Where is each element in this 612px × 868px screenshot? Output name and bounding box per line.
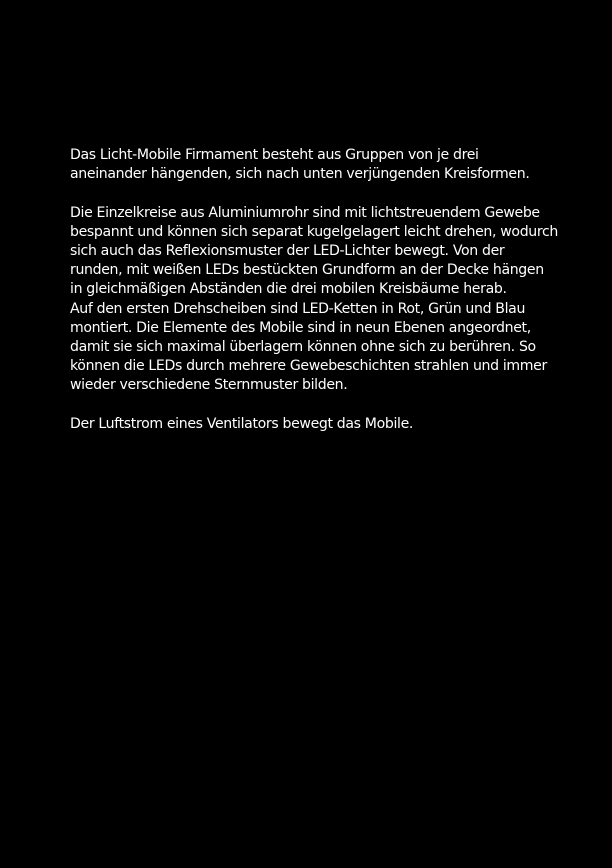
text-line: aneinander hängenden, sich nach unten verjüngenden Kreisformen. xyxy=(70,166,530,183)
body-text xyxy=(70,146,580,453)
text-line: Der Luftstrom eines Ventilators bewegt das Mobile. xyxy=(70,415,414,432)
paragraph-description xyxy=(70,204,580,396)
text-line: sich auch das Reflexionsmuster der LED-Lichter bewegt. Von der xyxy=(70,243,505,259)
text-line: bespannt und können sich separat kugelgelagert leicht drehen, wodurch xyxy=(70,223,559,240)
text-line: Das Licht-Mobile Firmament besteht aus Gruppen von je drei xyxy=(70,147,479,163)
text-line: runden, mit weißen LEDs bestückten Grundform an der Decke hängen xyxy=(70,262,544,279)
text-line: montiert. Die Elemente des Mobile sind in neun Ebenen angeordnet, xyxy=(70,319,531,336)
text-line: wieder verschiedene Sternmuster bilden. xyxy=(70,377,348,394)
paragraph-closing xyxy=(70,415,580,434)
text-line: in gleichmäßigen Abständen die drei mobilen Kreisbäume herab. xyxy=(70,281,507,298)
text-line: Auf den ersten Drehscheiben sind LED-Ketten in Rot, Grün und Blau xyxy=(70,300,526,317)
paragraph-intro xyxy=(70,146,580,184)
text-line: können die LEDs durch mehrere Gewebeschichten strahlen und immer xyxy=(70,358,547,375)
text-line: damit sie sich maximal überlagern können ohne sich zu berühren. So xyxy=(70,339,536,356)
text-line: Die Einzelkreise aus Aluminiumrohr sind mit lichtstreuendem Gewebe xyxy=(70,204,540,221)
